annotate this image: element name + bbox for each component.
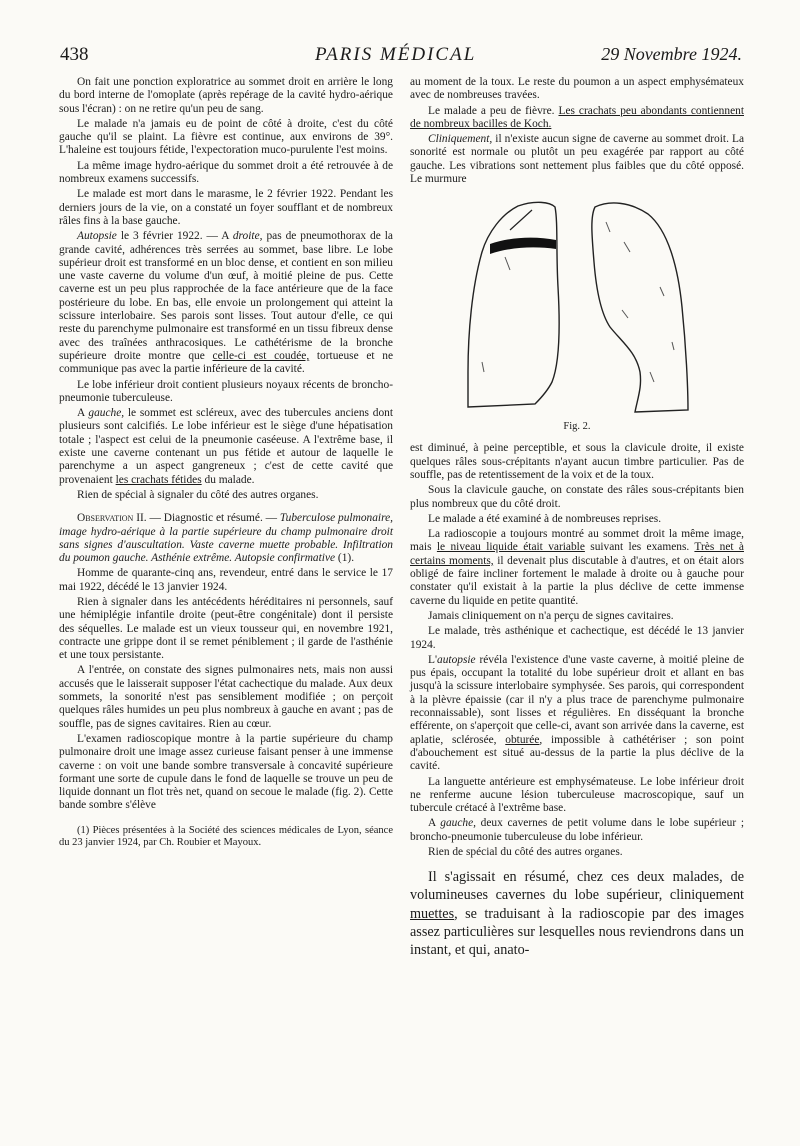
text: L': [428, 653, 438, 666]
right-lung-outline: [468, 203, 559, 408]
paragraph: Le malade n'a jamais eu de point de côté à droite, c'est du côté gauche qu'il se plaint. La fièvre est continue, aux environs de 39°. L'haleine est toujours fétide, l'expectoration muco-purulente l'est moins.: [59, 117, 393, 157]
paragraph: Rien à signaler dans les antécédents héréditaires ni personnels, sauf une hémiplégie infantile droite (peut-être congénitale) dont il persiste des séquelles. Le malade est un vieux tousseur qui, en novembre 1921, contracte une grippe dont il se remet péniblement ; il garde de l'asthénie et une toux persistante.: [59, 595, 393, 662]
left-side-paragraph: [59, 407, 393, 487]
text: La radioscopie a toujours montré au sommet droit la même image, mais: [410, 528, 744, 554]
figure-2: [410, 192, 744, 438]
text: du malade.: [201, 473, 255, 486]
right-column: [410, 76, 744, 961]
italic-text: gauche,: [440, 817, 477, 830]
paragraph: Le malade, très asthénique et cachectique, est décédé le 13 janvier 1924.: [410, 625, 744, 651]
autopsy-paragraph: [410, 654, 744, 774]
observation-title: Observation II.: [77, 512, 147, 525]
left-lung-outline: [592, 203, 688, 412]
underlined-text: Les crachats peu abondants contiennent de nombreux bacilles de Koch.: [410, 104, 744, 130]
figure-caption: Fig. 2.: [563, 421, 591, 433]
paragraph: Le malade a été examiné à de nombreuses reprises.: [428, 512, 662, 525]
paragraph: Rien de spécial du côté des autres organes.: [428, 845, 623, 858]
text: Le malade a peu de fièvre.: [428, 104, 559, 117]
text: , impossible à cathétériser ; son point d'abouchement est situé au-dessus de la partie la plus déclive de la cavité.: [410, 733, 744, 773]
text: (1).: [335, 552, 355, 565]
paragraph: La languette antérieure est emphysémateuse. Le lobe inférieur droit ne renferme aucune lésion tuberculeuse macroscopique, sauf un tubercule crétacé à l'extrême base.: [410, 775, 744, 815]
page-number: 438: [60, 44, 89, 65]
paragraph: Sous la clavicule gauche, on constate des râles sous-crépitants bien plus nombreux que du côté droit.: [410, 484, 744, 510]
italic-text: gauche,: [88, 407, 125, 420]
text: Il s'agissait en résumé, chez ces deux malades, de volumineuses cavernes du lobe supérieur, cliniquement: [410, 869, 744, 904]
radioscopy-paragraph: [410, 528, 744, 608]
text: il devenait plus discutable à d'autres, et on était alors obligé de faire incliner fortement le malade à droite ou à gauche pour constater qu'il existait à la partie la plus déclive de cette immense caverne du liquide en petite quantité.: [410, 554, 744, 607]
left-side-paragraph: [410, 817, 744, 844]
text: , se traduisant à la radioscopie par des images assez particulières sur lesquelles nous reviendrons dans un instant, et qui, anato-: [410, 905, 744, 959]
text: tortueuse et ne communique pas avec la partie inférieure de la cavité.: [59, 349, 394, 376]
footnote: (1) Pièces présentées à la Société des sciences médicales de Lyon, séance du 23 janvier 1924, par Ch. Roubier et Mayoux.: [59, 824, 393, 849]
underlined-text: le niveau liquide était variable: [436, 541, 585, 554]
text: — Diagnostic et résumé. —: [146, 512, 280, 525]
clinical-paragraph: [410, 133, 744, 186]
paragraph: Rien de spécial à signaler du côté des autres organes.: [77, 488, 319, 501]
underlined-text: Très net à certains moments,: [410, 541, 744, 567]
autopsy-paragraph: [59, 230, 393, 376]
italic-text: Autopsie: [77, 230, 117, 243]
paragraph: Jamais cliniquement on n'a perçu de signes cavitaires.: [428, 609, 674, 622]
hydro-aeric-band: [490, 238, 556, 254]
paragraph: Homme de quarante-cinq ans, revendeur, entré dans le service le 17 mai 1922, décédé le 13 janvier 1924.: [59, 567, 393, 593]
italic-text: droite,: [232, 230, 263, 243]
text: le sommet est scléreux, avec des tubercules anciens dont plusieurs sont calcifiés. Le lobe inférieur est le siège d'une hépatisation totale ; l'aspect est celui de la pneumonie caséeuse. A l'extrême base, il existe une caverne contenant un pus fétide et autour de laquelle le parenchyme a un aspect gangreneux ; c'est de cette cavité que provenaient: [59, 407, 393, 486]
paragraph: A l'entrée, on constate des signes pulmonaires nets, mais non aussi accusés que le laisserait supposer l'état cachectique du malade. Aux deux sommets, la sonorité n'est pas sensiblement modifiée ; on perçoit quelques râles humides un peu plus nombreux à gauche en avant ; pas de souffle, pas de signes cavitaires. Rien au cœur.: [59, 664, 393, 730]
left-column: [59, 76, 393, 852]
text: A: [77, 407, 89, 420]
paragraph: au moment de la toux. Le reste du poumon a un aspect emphysémateux avec de nombreuses travées.: [410, 76, 744, 102]
observation-heading: [59, 512, 393, 565]
paragraph: Le malade est mort dans le marasme, le 2 février 1922. Pendant les derniers jours de la vie, on a constaté un foyer soufflant et de nombreux râles fins à la base gauche.: [59, 188, 393, 227]
italic-text: autopsie: [437, 653, 476, 666]
italic-text: Cliniquement,: [428, 133, 493, 146]
text: il n'existe aucun signe de caverne au sommet droit. La sonorité est normale ou plutôt un peu exagérée par rapport au côté gauche. Les vibrations sont nettement plus faibles que du côté opposé. Le murmure: [410, 133, 744, 186]
page-header: [60, 44, 742, 70]
underlined-text: muettes: [410, 905, 455, 922]
paragraph: Le lobe inférieur droit contient plusieurs noyaux récents de broncho-pneumonie tuberculeuse.: [59, 378, 393, 404]
paragraph: On fait une ponction exploratrice au sommet droit en arrière le long du bord interne de l'omoplate (après repérage de la cavité hydro-aérique sous l'écran) : on ne retire qu'un peu de sang.: [59, 76, 393, 115]
text: A: [428, 817, 441, 830]
paragraph: La même image hydro-aérique du sommet droit a été retrouvée à de nombreux examens successifs.: [59, 159, 393, 186]
summary-paragraph: [410, 868, 744, 959]
paragraph: L'examen radioscopique montre à la partie supérieure du champ pulmonaire droit une image assez curieuse faisant penser à une immense caverne : on voit une bande sombre transversale à concavité supérieure formant une sorte de cupule dans le fond de laquelle se trouve un peu de liquide donnant un flot très net, quand on secoue le malade (fig. 2). Cette bande sombre s'élève: [59, 732, 393, 812]
text: pas de pneumothorax de la grande cavité, adhérences très serrées au sommet, base libre. Le lobe supérieur droit est transformé en un bloc dense, et contient en son milieu une vaste caverne du volume d'un œuf, à moitié pleine de pus. Cette caverne est un peu plus rapprochée de la face antérieure que de la face postérieure du lobe. En bas, elle envoie un prolongement qui atteint la scissure interlobaire. Ses parois sont lisses. Tout autour d'elle, ce qui reste du parenchyme pulmonaire est transformé en un tissu fibreux dense avec des traînées anthracosiques. Le cathétérisme de la bronche supérieure droite montre que: [59, 230, 393, 362]
paragraph: est diminué, à peine perceptible, et sous la clavicule droite, il existe quelques râles sous-crépitants n'ayant aucun timbre particulier. Pas de souffle, pas de retentissement de la voix et de la toux.: [410, 442, 744, 481]
text: révéla l'existence d'une vaste caverne, à moitié pleine de pus épais, occupant la totalité du lobe supérieur droit et allant en bas jusqu'à la scissure interlobaire symphysée. Ses parois, qui correspondent à la plèvre épaissie (car il n'y a plus trace de parenchyme pulmonaire reconnaissable), sont lisses et régulières. En disséquant la bronche efférente, on s'aperçoit que celle-ci, avant son arrivée dans la caverne, est aplatie, sclérosée,: [410, 653, 744, 746]
lung-radiograph-sketch: [410, 192, 744, 438]
issue-date: 29 Novembre 1924.: [601, 44, 742, 64]
italic-text: Tuberculose pulmonaire, image hydro-aérique à la partie supérieure du champ pulmonaire droit sans signes d'auscultation. Vaste caverne muette probable. Infiltration du poumon gauche. Asthénie extrême. Autopsie confirmative: [59, 512, 393, 565]
sputum-paragraph: [410, 105, 744, 132]
text: suivant les examens.: [584, 541, 695, 554]
underlined-text: celle-ci est coudée,: [212, 349, 310, 362]
underlined-text: obturée: [505, 733, 540, 746]
text: le 3 février 1922. — A: [116, 230, 233, 243]
journal-title: PARIS MÉDICAL: [315, 44, 477, 65]
underlined-text: les crachats fétides: [115, 473, 202, 486]
text: deux cavernes de petit volume dans le lobe supérieur ; broncho-pneumonie tuberculeuse du lobe inférieur.: [410, 817, 744, 843]
